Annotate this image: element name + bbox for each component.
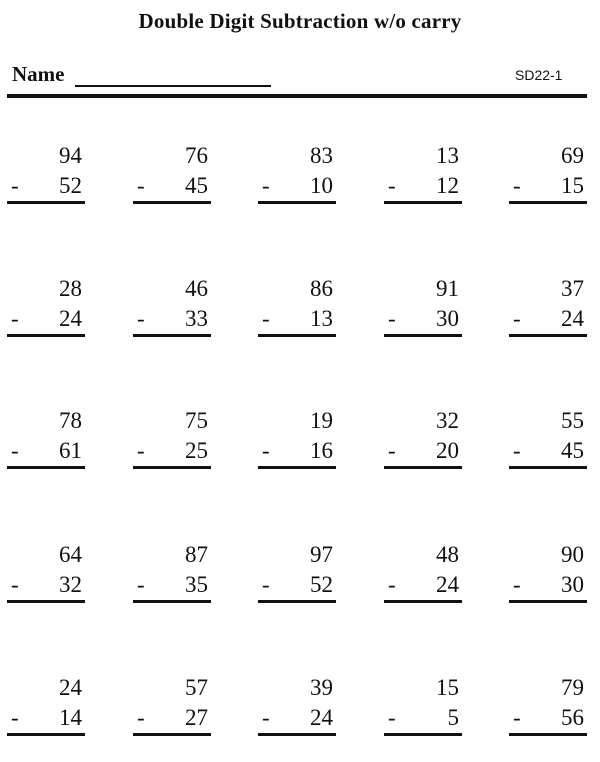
minus-sign: - bbox=[513, 306, 521, 331]
minus-sign: - bbox=[513, 572, 521, 597]
problem-2-1 bbox=[7, 275, 85, 339]
minuend: 48 bbox=[436, 542, 459, 567]
answer-line bbox=[7, 466, 85, 469]
minuend: 39 bbox=[310, 675, 333, 700]
problem-1-4 bbox=[384, 142, 462, 206]
minus-sign: - bbox=[262, 306, 270, 331]
minuend: 87 bbox=[185, 542, 208, 567]
minus-sign: - bbox=[388, 572, 396, 597]
subtrahend: 52 bbox=[310, 572, 333, 597]
subtrahend: 24 bbox=[310, 705, 333, 730]
minus-sign: - bbox=[11, 438, 19, 463]
problem-3-3 bbox=[258, 407, 336, 471]
answer-line bbox=[384, 201, 462, 204]
minuend: 57 bbox=[185, 675, 208, 700]
subtrahend: 45 bbox=[561, 438, 584, 463]
minuend: 83 bbox=[310, 143, 333, 168]
minuend: 90 bbox=[561, 542, 584, 567]
subtrahend: 13 bbox=[310, 306, 333, 331]
answer-line bbox=[258, 733, 336, 736]
minus-sign: - bbox=[11, 173, 19, 198]
minus-sign: - bbox=[137, 705, 145, 730]
answer-line bbox=[133, 201, 211, 204]
subtrahend: 32 bbox=[59, 572, 82, 597]
minuend: 69 bbox=[561, 143, 584, 168]
answer-line bbox=[7, 733, 85, 736]
answer-line bbox=[509, 334, 587, 337]
subtrahend: 30 bbox=[436, 306, 459, 331]
problem-4-1 bbox=[7, 541, 85, 605]
subtrahend: 52 bbox=[59, 173, 82, 198]
subtrahend: 27 bbox=[185, 705, 208, 730]
answer-line bbox=[133, 466, 211, 469]
minus-sign: - bbox=[137, 306, 145, 331]
name-label: Name bbox=[12, 62, 65, 86]
problem-3-5 bbox=[509, 407, 587, 471]
minuend: 75 bbox=[185, 408, 208, 433]
subtrahend: 25 bbox=[185, 438, 208, 463]
minuend: 64 bbox=[59, 542, 82, 567]
minuend: 78 bbox=[59, 408, 82, 433]
answer-line bbox=[384, 334, 462, 337]
answer-line bbox=[133, 733, 211, 736]
subtrahend: 5 bbox=[447, 705, 459, 730]
minus-sign: - bbox=[388, 705, 396, 730]
minus-sign: - bbox=[137, 173, 145, 198]
answer-line bbox=[133, 600, 211, 603]
answer-line bbox=[7, 334, 85, 337]
answer-line bbox=[384, 733, 462, 736]
problem-2-3 bbox=[258, 275, 336, 339]
minuend: 46 bbox=[185, 276, 208, 301]
minus-sign: - bbox=[11, 572, 19, 597]
problem-5-2 bbox=[133, 674, 211, 738]
minuend: 94 bbox=[59, 143, 82, 168]
subtrahend: 14 bbox=[59, 705, 82, 730]
answer-line bbox=[384, 466, 462, 469]
minus-sign: - bbox=[137, 438, 145, 463]
minus-sign: - bbox=[137, 572, 145, 597]
problem-1-1 bbox=[7, 142, 85, 206]
problem-4-4 bbox=[384, 541, 462, 605]
minus-sign: - bbox=[388, 306, 396, 331]
subtrahend: 12 bbox=[436, 173, 459, 198]
answer-line bbox=[509, 466, 587, 469]
subtrahend: 16 bbox=[310, 438, 333, 463]
subtrahend: 33 bbox=[185, 306, 208, 331]
minus-sign: - bbox=[262, 572, 270, 597]
minuend: 32 bbox=[436, 408, 459, 433]
minus-sign: - bbox=[262, 705, 270, 730]
subtrahend: 24 bbox=[59, 306, 82, 331]
minuend: 97 bbox=[310, 542, 333, 567]
answer-line bbox=[509, 600, 587, 603]
answer-line bbox=[509, 733, 587, 736]
problem-1-3 bbox=[258, 142, 336, 206]
problem-3-2 bbox=[133, 407, 211, 471]
minus-sign: - bbox=[262, 438, 270, 463]
problem-5-1 bbox=[7, 674, 85, 738]
minuend: 15 bbox=[436, 675, 459, 700]
answer-line bbox=[258, 334, 336, 337]
problem-2-5 bbox=[509, 275, 587, 339]
answer-line bbox=[258, 201, 336, 204]
worksheet-title: Double Digit Subtraction w/o carry bbox=[138, 9, 462, 33]
answer-line bbox=[258, 600, 336, 603]
answer-line bbox=[509, 201, 587, 204]
minuend: 76 bbox=[185, 143, 208, 168]
problem-5-3 bbox=[258, 674, 336, 738]
minus-sign: - bbox=[11, 306, 19, 331]
subtrahend: 24 bbox=[561, 306, 584, 331]
minuend: 55 bbox=[561, 408, 584, 433]
problem-1-5 bbox=[509, 142, 587, 206]
minuend: 24 bbox=[59, 675, 82, 700]
subtrahend: 45 bbox=[185, 173, 208, 198]
minuend: 79 bbox=[561, 675, 584, 700]
minus-sign: - bbox=[513, 438, 521, 463]
subtrahend: 10 bbox=[310, 173, 333, 198]
answer-line bbox=[258, 466, 336, 469]
subtrahend: 56 bbox=[561, 705, 584, 730]
problem-2-2 bbox=[133, 275, 211, 339]
minuend: 37 bbox=[561, 276, 584, 301]
subtrahend: 20 bbox=[436, 438, 459, 463]
minus-sign: - bbox=[11, 705, 19, 730]
problem-4-5 bbox=[509, 541, 587, 605]
subtrahend: 61 bbox=[59, 438, 82, 463]
answer-line bbox=[133, 334, 211, 337]
problem-4-3 bbox=[258, 541, 336, 605]
subtrahend: 30 bbox=[561, 572, 584, 597]
problem-1-2 bbox=[133, 142, 211, 206]
minuend: 19 bbox=[310, 408, 333, 433]
problem-2-4 bbox=[384, 275, 462, 339]
minus-sign: - bbox=[262, 173, 270, 198]
sheet-id: SD22-1 bbox=[515, 67, 563, 83]
problem-3-4 bbox=[384, 407, 462, 471]
minuend: 13 bbox=[436, 143, 459, 168]
subtrahend: 35 bbox=[185, 572, 208, 597]
answer-line bbox=[384, 600, 462, 603]
problem-5-4 bbox=[384, 674, 462, 738]
problem-3-1 bbox=[7, 407, 85, 471]
minuend: 86 bbox=[310, 276, 333, 301]
minus-sign: - bbox=[513, 173, 521, 198]
minus-sign: - bbox=[388, 173, 396, 198]
minuend: 28 bbox=[59, 276, 82, 301]
answer-line bbox=[7, 600, 85, 603]
subtrahend: 15 bbox=[561, 173, 584, 198]
problem-4-2 bbox=[133, 541, 211, 605]
subtrahend: 24 bbox=[436, 572, 459, 597]
minuend: 91 bbox=[436, 276, 459, 301]
answer-line bbox=[7, 201, 85, 204]
minus-sign: - bbox=[388, 438, 396, 463]
problem-5-5 bbox=[509, 674, 587, 738]
minus-sign: - bbox=[513, 705, 521, 730]
